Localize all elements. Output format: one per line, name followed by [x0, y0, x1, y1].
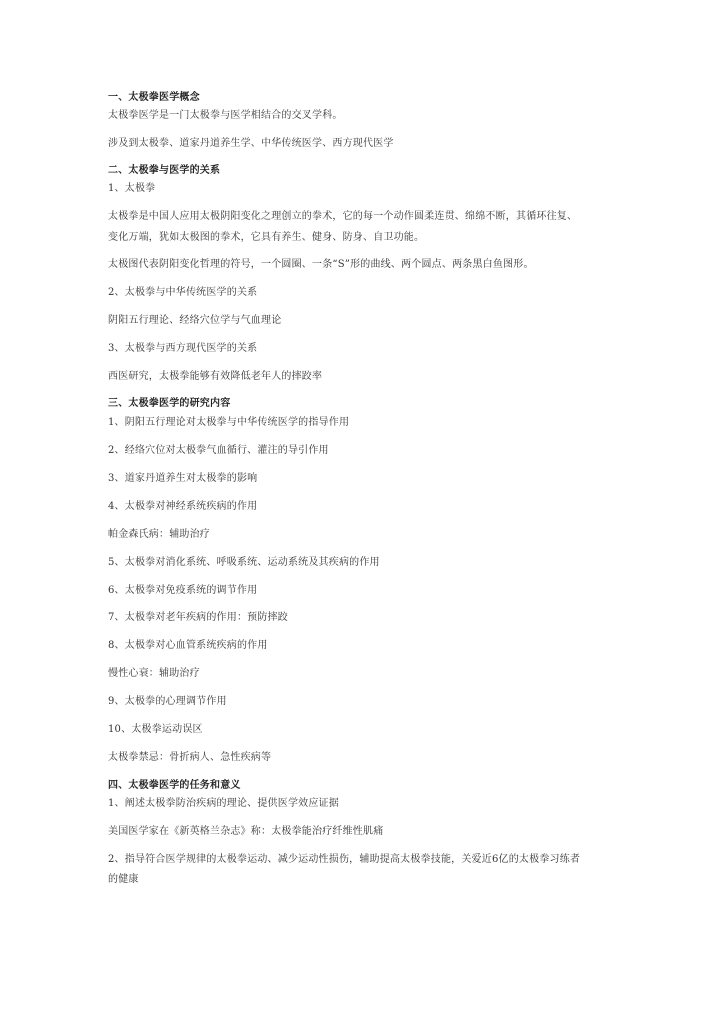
paragraph: 帕金森氏病：辅助治疗 — [108, 529, 210, 540]
paragraph: 10、太极拳运动误区 — [108, 724, 203, 735]
paragraph: 3、道家丹道养生对太极拳的影响 — [108, 473, 258, 484]
paragraph: 1、阴阳五行理论对太极拳与中华传统医学的指导作用 — [108, 417, 350, 428]
paragraph: 8、太极拳对心血管系统疾病的作用 — [108, 640, 268, 651]
paragraph: 太极图代表阴阳变化哲理的符号，一个圆圈、一条“S”形的曲线、两个圆点、两条黑白鱼图形。 — [108, 259, 534, 270]
paragraph: 变化万端，犹如太极图的拳术，它具有养生、健身、防身、自卫功能。 — [108, 232, 425, 243]
paragraph: 太极拳禁忌：骨折病人、急性疾病等 — [108, 752, 272, 763]
paragraph: 9、太极拳的心理调节作用 — [108, 696, 227, 707]
paragraph: 太极拳医学是一门太极拳与医学相结合的交叉学科。 — [108, 110, 343, 121]
section-heading: 三、太极拳医学的研究内容 — [108, 398, 231, 409]
paragraph: 1、太极拳 — [108, 183, 156, 194]
section-heading: 四、太极拳医学的任务和意义 — [108, 780, 241, 791]
paragraph: 3、太极拳与西方现代医学的关系 — [108, 343, 258, 354]
paragraph: 美国医学家在《新英格兰杂志》称：太极拳能治疗纤维性肌痛 — [108, 826, 384, 837]
paragraph: 2、经络穴位对太极拳气血循行、灌注的导引作用 — [108, 445, 329, 456]
paragraph: 2、太极拳与中华传统医学的关系 — [108, 287, 258, 298]
paragraph: 太极拳是中国人应用太极阴阳变化之理创立的拳术，它的每一个动作圆柔连贯、绵绵不断，其循环往复、 — [108, 211, 578, 222]
paragraph: 慢性心衰：辅助治疗 — [108, 668, 200, 679]
paragraph: 7、太极拳对老年疾病的作用：预防摔跤 — [108, 612, 288, 623]
paragraph: 涉及到太极拳、道家丹道养生学、中华传统医学、西方现代医学 — [108, 138, 394, 149]
paragraph: 2、指导符合医学规律的太极拳运动、减少运动性损伤，辅助提高太极拳技能，关爱近6亿的太极拳习练者 — [108, 854, 581, 865]
paragraph: 西医研究，太极拳能够有效降低老年人的摔跤率 — [108, 371, 323, 382]
paragraph: 的健康 — [108, 874, 139, 885]
paragraph: 阴阳五行理论、经络穴位学与气血理论 — [108, 315, 282, 326]
section-heading: 一、太极拳医学概念 — [108, 92, 200, 103]
paragraph: 1、阐述太极拳防治疾病的理论、提供医学效应证据 — [108, 798, 339, 809]
section-heading: 二、太极拳与医学的关系 — [108, 165, 221, 176]
paragraph: 5、太极拳对消化系统、呼吸系统、运动系统及其疾病的作用 — [108, 557, 380, 568]
paragraph: 6、太极拳对免疫系统的调节作用 — [108, 585, 258, 596]
paragraph: 4、太极拳对神经系统疾病的作用 — [108, 501, 258, 512]
